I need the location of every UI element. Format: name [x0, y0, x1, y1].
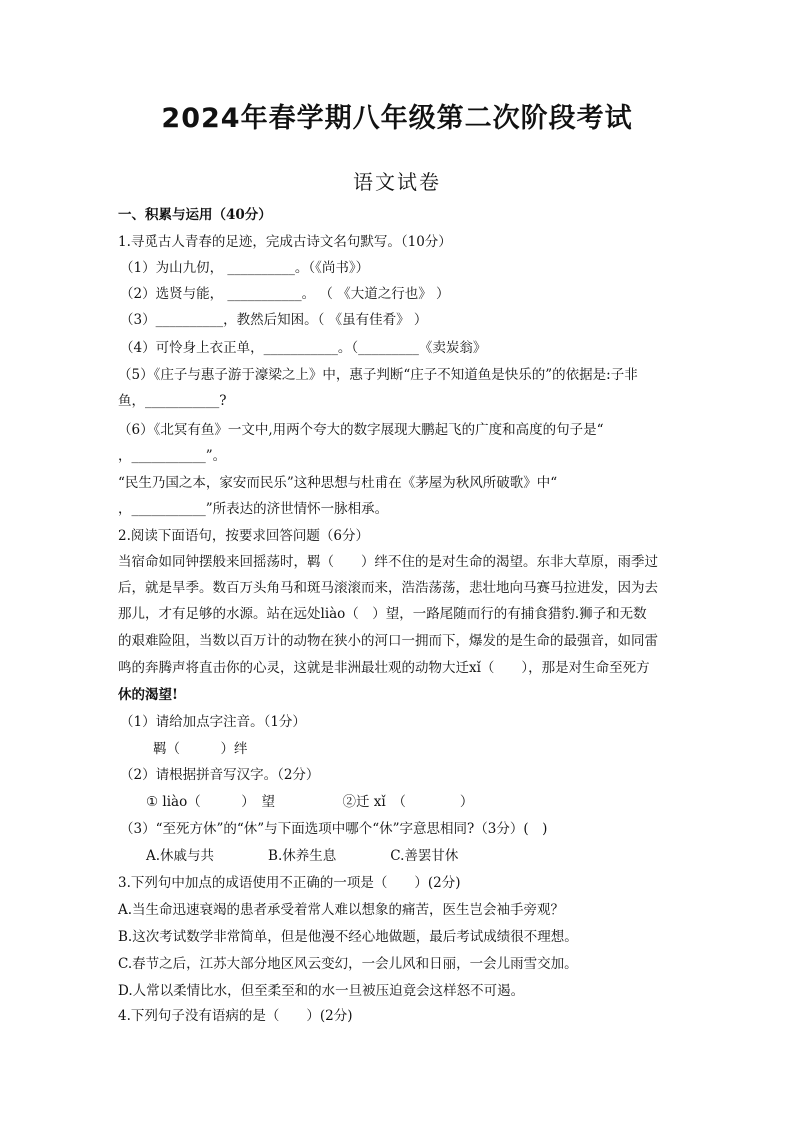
q1-item-7-cont: ，___________”所表达的济世情怀一脉相承。	[118, 501, 389, 517]
q2-passage-line-2: 后，就是旱季。数百万头角马和斑马滚滚而来，浩浩荡荡，悲壮地向马赛马拉进发，因为去	[118, 580, 658, 596]
q3-option-d: D.人常以柔情比水，但至柔至和的水一旦被压迫竟会这样怒不可遏。	[118, 983, 525, 999]
q2-passage-line-3: 那儿，才有足够的水源。站在远处liào（ ）望，一路尾随而行的有捕食猎豹.狮子和无数	[118, 606, 647, 622]
q3-stem: 3.下列句中加点的成语使用不正确的一项是（ ）(2分)	[118, 875, 461, 891]
q1-item-4: （4）可怜身上衣正单，___________。（_________《卖炭翁》	[120, 340, 487, 356]
q1-item-5: （5）《庄子与惠子游于濠梁之上》中，惠子判断“庄子不知道鱼是快乐的”的依据是:子非	[118, 367, 638, 383]
q3-option-a: A.当生命迅速衰竭的患者承受着常人难以想象的痛苦，医生岂会袖手旁观？	[118, 902, 565, 918]
q2-passage-line-6: 休的渴望!	[118, 687, 178, 703]
q2-sub2-answer: ① liào（ ） 望 ②迁 xǐ （ ）	[146, 794, 474, 810]
q2-sub3: （3）“至死方休”的“休”与下面选项中哪个“休”字意思相同?（3分）( )	[120, 821, 548, 837]
q2-sub1-answer: 羁（ ）绊	[153, 741, 248, 757]
q1-item-1: （1）为山九仞， __________。（《尚书》）	[120, 260, 370, 276]
q2-sub3-options: A.休戚与共 B.休养生息 C.善罢甘休	[146, 848, 459, 864]
section-heading: 一、积累与运用（40分）	[118, 207, 272, 223]
q3-option-b: B.这次考试数学非常简单，但是他漫不经心地做题，最后考试成绩很不理想。	[118, 929, 578, 945]
q4-stem: 4.下列句子没有语病的是（ ）(2分)	[118, 1008, 353, 1024]
q3-option-c: C.春节之后，江苏大部分地区风云变幻，一会儿风和日丽，一会儿雨雪交加。	[118, 956, 578, 972]
q2-sub2: （2）请根据拼音写汉字。（2分）	[120, 767, 320, 783]
exam-title: 2024年春学期八年级第二次阶段考试	[161, 103, 633, 134]
q1-item-6-cont: ，___________”。	[118, 448, 227, 464]
q2-stem: 2.阅读下面语句，按要求回答问题（6分）	[118, 528, 369, 544]
q1-item-5-cont: 鱼，___________?	[118, 393, 227, 409]
q2-passage-line-4: 的艰难险阻，当数以百万计的动物在狭小的河口一拥而下，爆发的是生命的最强音，如同雷	[118, 633, 658, 649]
q2-sub1: （1）请给加点字注音。（1分）	[120, 714, 306, 730]
q1-item-7: “民生乃国之本，家安而民乐”这种思想与杜甫在《茅屋为秋风所破歌》中“	[118, 475, 558, 491]
q1-item-3: （3）__________，教然后知困。（ 《虽有佳肴》 ）	[120, 312, 428, 328]
q2-passage-line-5: 鸣的奔腾声将直击你的心灵，这就是非洲最壮观的动物大迁xǐ（ ），那是对生命至死方	[118, 660, 650, 676]
exam-subtitle: 语文试卷	[353, 170, 441, 194]
q1-item-2: （2）选贤与能， ___________。 （ 《大道之行也》 ）	[120, 286, 450, 302]
q2-passage-line-1: 当宿命如同钟摆般来回摇荡时，羁（ ）绊不住的是对生命的渴望。东非大草原，雨季过	[118, 554, 658, 570]
q1-stem: 1.寻觅古人青春的足迹，完成古诗文名句默写。（10分）	[118, 234, 452, 250]
q1-item-6: （6）《北冥有鱼》一文中,用两个夸大的数字展现大鹏起飞的广度和高度的句子是“	[118, 422, 604, 438]
